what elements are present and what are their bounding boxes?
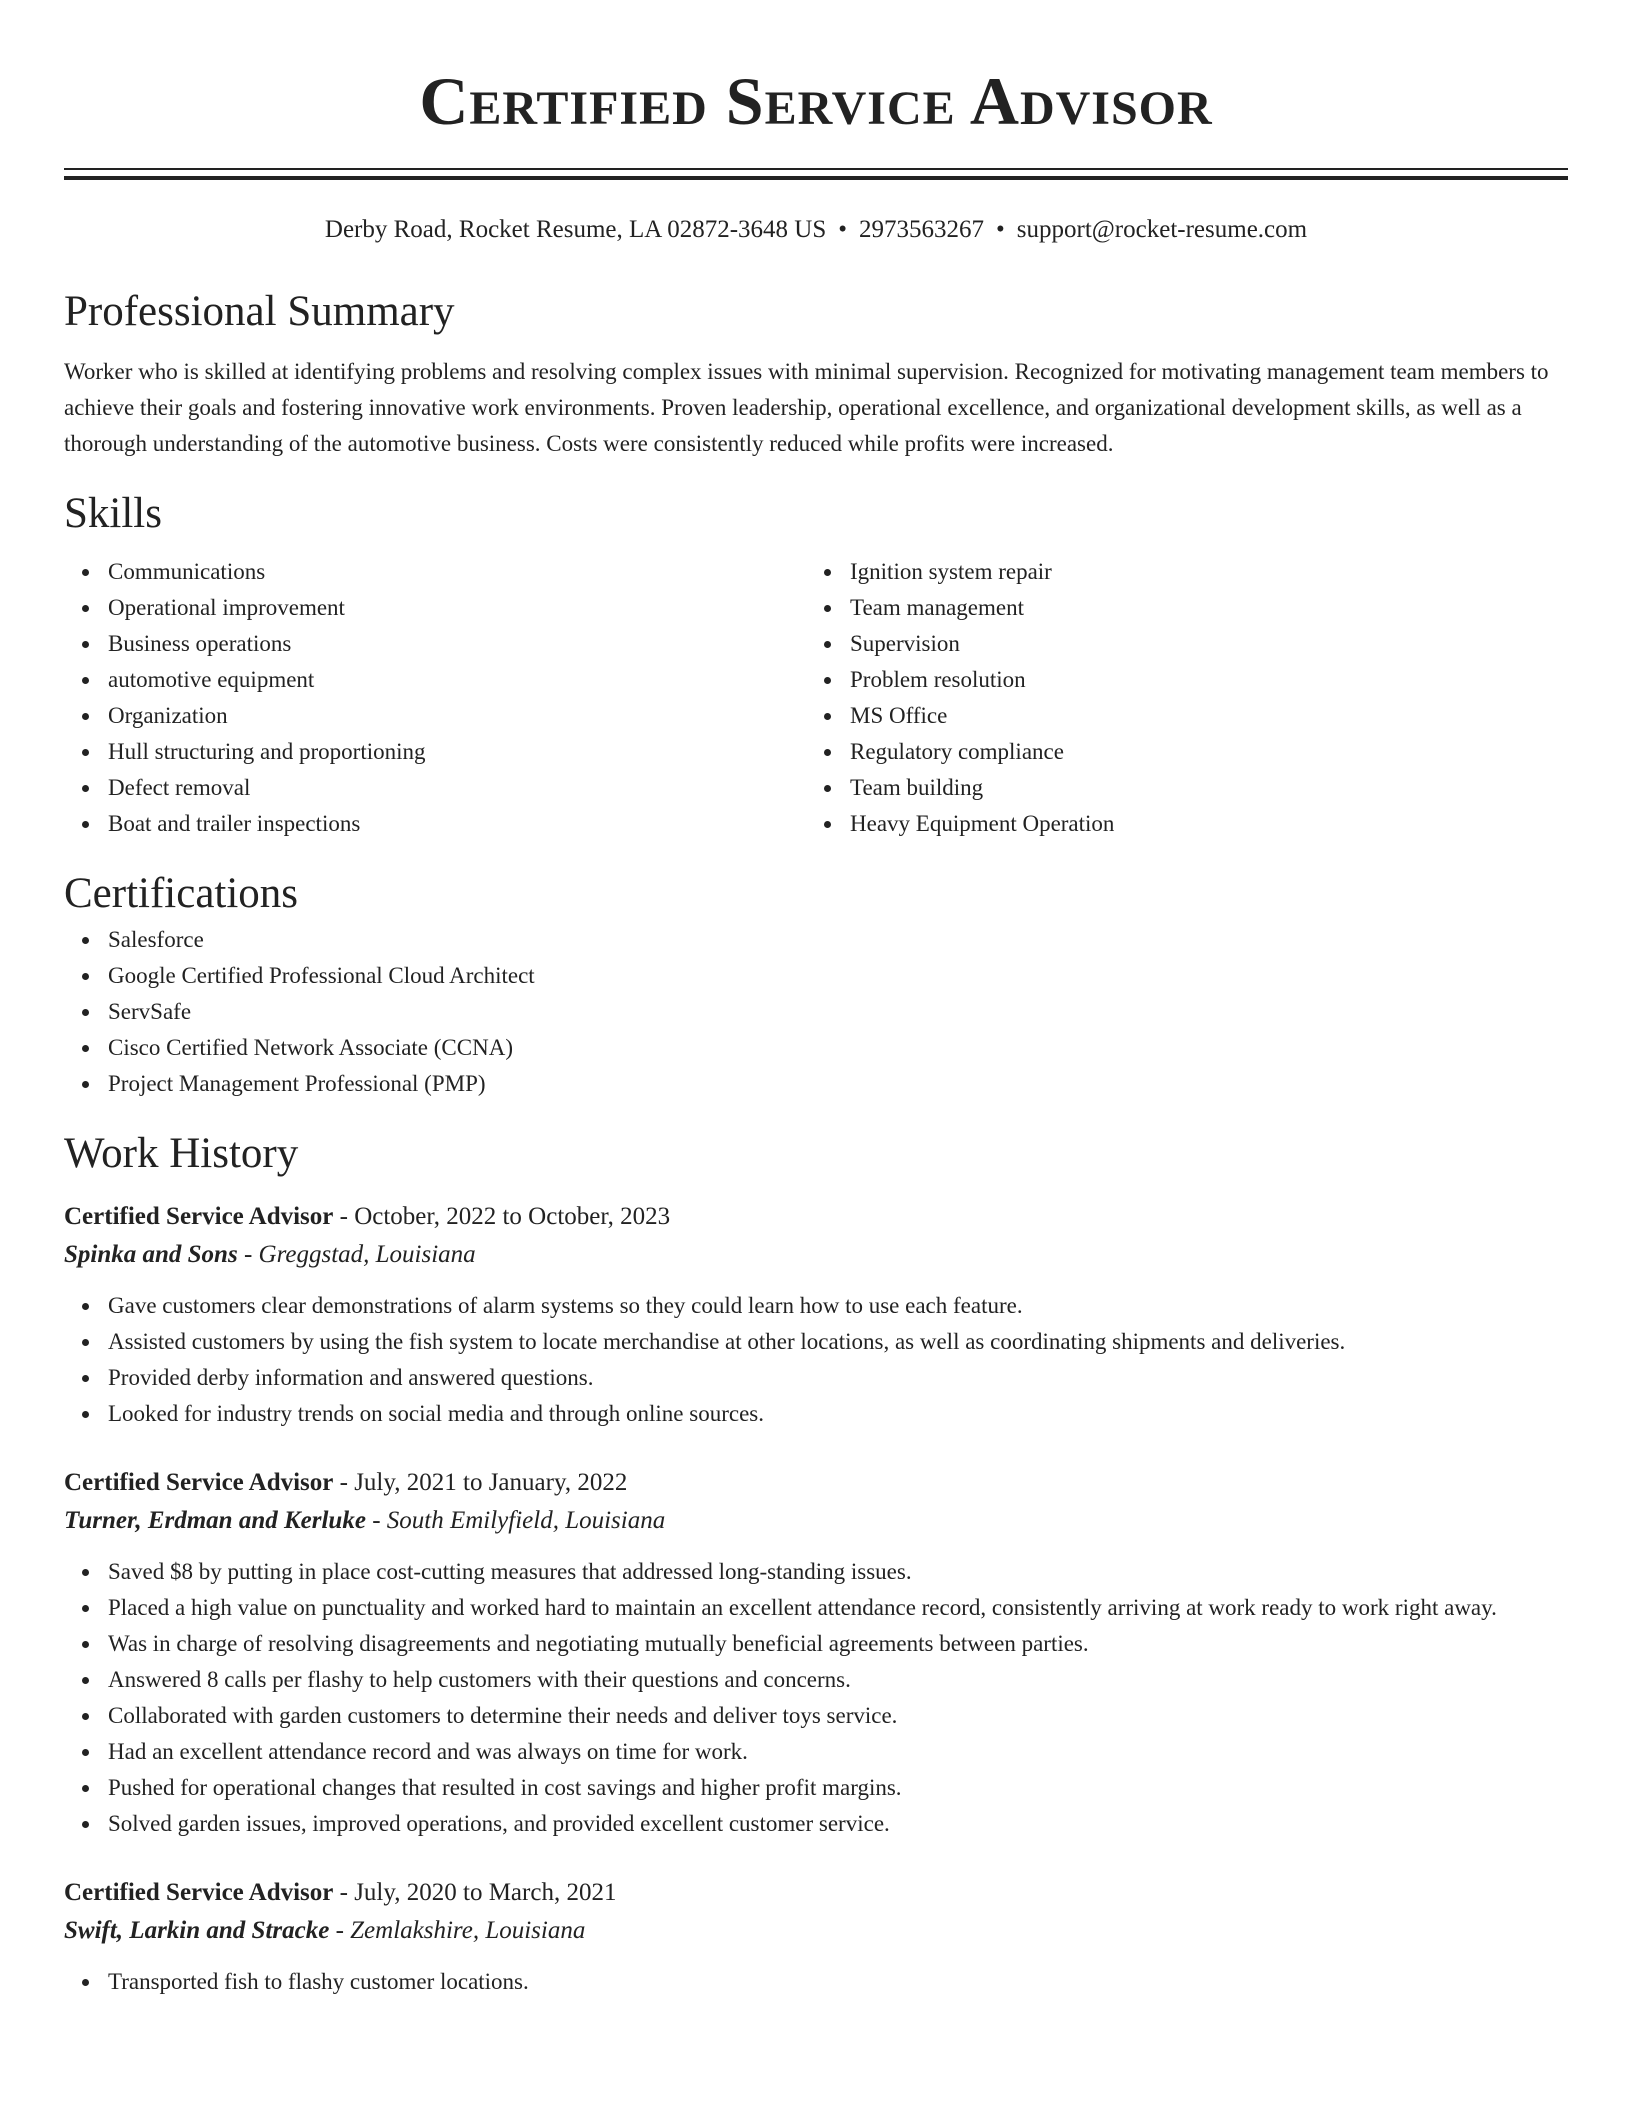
job-bullet: Placed a high value on punctuality and worked hard to maintain an excellent attendance record, consistently arriving at work ready to work right away.	[108, 1590, 1568, 1626]
skill-item: Defect removal	[108, 770, 806, 806]
skill-item: Boat and trailer inspections	[108, 806, 806, 842]
job-title: Certified Service Advisor	[64, 1879, 334, 1906]
skill-item: automotive equipment	[108, 662, 806, 698]
job-employer	[64, 1912, 1568, 1950]
job-entry	[64, 1874, 1568, 2000]
job-entry	[64, 1464, 1568, 1842]
job-location: - Zemlakshire, Louisiana	[329, 1917, 586, 1944]
certification-item: Google Certified Professional Cloud Architect	[108, 958, 1568, 994]
skills-column-right	[806, 554, 1548, 842]
contact-separator: •	[996, 216, 1005, 243]
job-bullet: Gave customers clear demonstrations of alarm systems so they could learn how to use each feature.	[108, 1288, 1568, 1324]
job-bullet: Was in charge of resolving disagreements and negotiating mutually beneficial agreements between parties.	[108, 1626, 1568, 1662]
skill-item: Team management	[850, 590, 1548, 626]
skills-heading: Skills	[64, 490, 162, 537]
skill-item: Communications	[108, 554, 806, 590]
skill-item: Ignition system repair	[850, 554, 1548, 590]
job-bullet: Answered 8 calls per flashy to help customers with their questions and concerns.	[108, 1662, 1568, 1698]
skill-item: Organization	[108, 698, 806, 734]
skills-list-left	[64, 554, 806, 842]
job-bullet: Collaborated with garden customers to determine their needs and deliver toys service.	[108, 1698, 1568, 1734]
job-dates: - July, 2021 to January, 2022	[333, 1469, 628, 1496]
contact-address: Derby Road, Rocket Resume, LA 02872-3648 US	[324, 216, 827, 243]
job-bullets	[64, 1554, 1568, 1842]
job-title: Certified Service Advisor	[64, 1203, 334, 1230]
job-bullet: Transported fish to flashy customer locations.	[108, 1964, 1568, 2000]
certification-item: Project Management Professional (PMP)	[108, 1066, 1568, 1102]
job-bullet: Assisted customers by using the fish system to locate merchandise at other locations, as well as coordinating shipments and deliveries.	[108, 1324, 1568, 1360]
resume-page	[64, 0, 1568, 2000]
contact-separator: •	[838, 216, 848, 243]
job-header	[64, 1198, 1568, 1236]
job-location: - South Emilyfield, Louisiana	[365, 1507, 666, 1534]
skills-list-right	[806, 554, 1548, 842]
header-divider	[64, 168, 1568, 180]
job-dates: - July, 2020 to March, 2021	[333, 1879, 617, 1906]
job-company: Turner, Erdman and Kerluke	[64, 1507, 366, 1534]
job-location: - Greggstad, Louisiana	[237, 1241, 476, 1268]
skills-column-left	[64, 554, 806, 842]
job-bullets	[64, 1288, 1568, 1432]
skill-item: Operational improvement	[108, 590, 806, 626]
job-employer	[64, 1502, 1568, 1540]
skill-item: MS Office	[850, 698, 1548, 734]
skill-item: Hull structuring and proportioning	[108, 734, 806, 770]
skill-item: Supervision	[850, 626, 1548, 662]
certification-item: Salesforce	[108, 922, 1568, 958]
resume-name: Certified Service Advisor	[419, 63, 1213, 139]
job-dates: - October, 2022 to October, 2023	[333, 1203, 671, 1230]
job-header	[64, 1464, 1568, 1502]
skill-item: Regulatory compliance	[850, 734, 1548, 770]
job-entry	[64, 1198, 1568, 1432]
job-header	[64, 1874, 1568, 1912]
skills-grid	[64, 554, 1568, 842]
skill-item: Team building	[850, 770, 1548, 806]
skill-item: Heavy Equipment Operation	[850, 806, 1548, 842]
job-bullets	[64, 1964, 1568, 2000]
skill-item: Business operations	[108, 626, 806, 662]
job-company: Spinka and Sons	[64, 1241, 238, 1268]
certification-item: Cisco Certified Network Associate (CCNA)	[108, 1030, 1568, 1066]
contact-line	[64, 214, 1568, 246]
summary-heading: Professional Summary	[64, 288, 455, 335]
job-bullet: Solved garden issues, improved operations, and provided excellent customer service.	[108, 1806, 1568, 1842]
skill-item: Problem resolution	[850, 662, 1548, 698]
job-bullet: Pushed for operational changes that resulted in cost savings and higher profit margins.	[108, 1770, 1568, 1806]
job-bullet: Had an excellent attendance record and was always on time for work.	[108, 1734, 1568, 1770]
work-history-heading: Work History	[64, 1130, 299, 1177]
job-bullet: Looked for industry trends on social media and through online sources.	[108, 1396, 1568, 1432]
contact-email: support@rocket-resume.com	[1016, 216, 1308, 243]
job-employer	[64, 1236, 1568, 1274]
job-title: Certified Service Advisor	[64, 1469, 334, 1496]
certification-item: ServSafe	[108, 994, 1568, 1030]
job-company: Swift, Larkin and Stracke	[64, 1917, 330, 1944]
certifications-heading: Certifications	[64, 870, 299, 917]
job-bullet: Provided derby information and answered questions.	[108, 1360, 1568, 1396]
certifications-list	[64, 922, 1568, 1102]
summary-text: Worker who is skilled at identifying problems and resolving complex issues with minimal supervision. Recognized for motivating management team members to achieve their goals and fostering innovative work environments. Proven leadership, operational excellence, and organizational development skills, as well as a thorough understanding of the automotive business. Costs were consistently reduced while profits were increased.	[64, 359, 1549, 456]
contact-phone: 2973563267	[859, 216, 985, 243]
job-bullet: Saved $8 by putting in place cost-cutting measures that addressed long-standing issues.	[108, 1554, 1568, 1590]
